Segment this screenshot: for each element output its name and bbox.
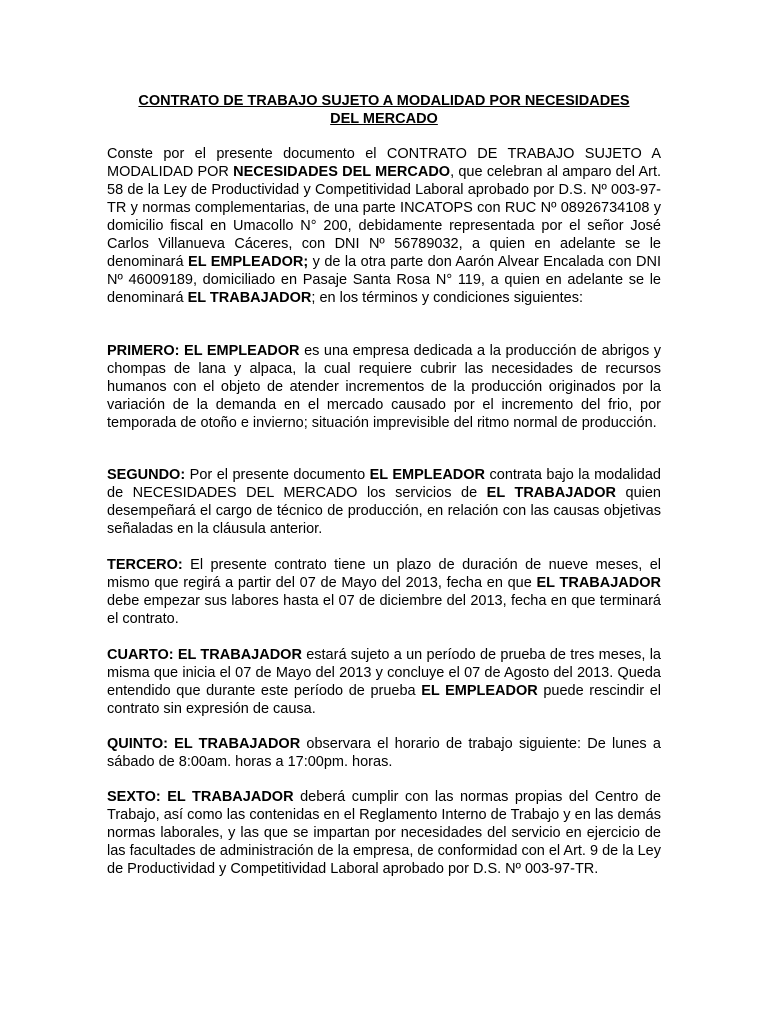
intro-text-1: Conste por el presente documento el CONTRATO DE TRABAJO SUJETO A MODALIDAD POR <box>107 146 661 180</box>
intro-bold-2: EL EMPLEADOR; <box>188 254 309 270</box>
clause-segundo-text-1: Por el presente documento <box>185 467 370 483</box>
title-line-2: DEL MERCADO <box>330 111 438 127</box>
clause-tercero <box>107 556 661 628</box>
clause-cuarto-text-2: puede rescindir el contrato sin expresión de causa. <box>107 683 661 717</box>
clause-tercero-heading: TERCERO: <box>107 557 183 573</box>
clause-tercero-text-1: El presente contrato tiene un plazo de duración de nueve meses, el mismo que regirá a partir del 07 de Mayo del 2013, fecha en que <box>107 557 661 591</box>
clause-tercero-text-2: debe empezar sus labores hasta el 07 de diciembre del 2013, fecha en que terminará el contrato. <box>107 593 661 627</box>
clause-tercero-bold-2: EL TRABAJADOR <box>536 575 661 591</box>
title-line-1: CONTRATO DE TRABAJO SUJETO A MODALIDAD POR NECESIDADES <box>138 93 630 109</box>
intro-text-2: , que celebran al amparo del Art. 58 de la Ley de Productividad y Competitividad Laboral aprobado por D.S. Nº 003-97-TR y normas complementarias, de una parte INCATOPS con RUC Nº 08926734108 y domicilio fiscal en Umacollo N° 200, debidamente representada por el señor José Carlos Villanueva Cáceres, con DNI Nº 56789032, a quien en adelante se le denominará <box>107 164 662 270</box>
clause-segundo-text-3: quien desempeñará el cargo de técnico de producción, en relación con las causas objetivas señaladas en la cláusula anterior. <box>107 485 661 537</box>
intro-bold-3: EL TRABAJADOR <box>187 290 312 306</box>
clause-cuarto-bold-2: EL EMPLEADOR <box>421 683 538 699</box>
clause-sexto <box>107 788 661 878</box>
clause-primero-text: es una empresa dedicada a la producción de abrigos y chompas de lana y alpaca, la cual requiere cubrir las necesidades de recursos humanos con el objeto de atender incrementos de la producción originados por la variación de la demanda en el mercado causado por el incremento del frio, por temporada de otoño e invierno; situación imprevisible del ritmo normal de producción. <box>107 343 661 431</box>
clause-cuarto-heading: CUARTO: EL TRABAJADOR <box>107 647 302 663</box>
clause-quinto-text: observara el horario de trabajo siguiente: De lunes a sábado de 8:00am. horas a 17:00pm. horas. <box>107 736 661 770</box>
clause-cuarto-text-1: estará sujeto a un período de prueba de tres meses, la misma que inicia el 07 de Mayo del 2013 y concluye el 07 de Agosto del 2013. Queda entendido que durante este período de prueba <box>107 647 661 699</box>
document-title <box>107 92 661 128</box>
clause-primero-heading: PRIMERO: EL EMPLEADOR <box>107 343 300 359</box>
clause-segundo-text-2: contrata bajo la modalidad de NECESIDADES DEL MERCADO los servicios de <box>107 467 661 501</box>
intro-bold-1: NECESIDADES DEL MERCADO <box>233 164 451 180</box>
intro-text-3: y de la otra parte don Aarón Alvear Encalada con DNI Nº 46009189, domiciliado en Pasaje Santa Rosa N° 119, a quien en adelante se le denominará <box>107 254 661 306</box>
clause-sexto-text: deberá cumplir con las normas propias del Centro de Trabajo, así como las contenidas en el Reglamento Interno de Trabajo y en las demás normas laborales, y las que se impartan por necesidades del servicio en ejercicio de las facultades de administración de la empresa, de conformidad con el Art. 9 de la Ley de Productividad y Competitividad Laboral aprobado por D.S. Nº 003-97-TR. <box>107 789 661 877</box>
clause-primero <box>107 342 661 432</box>
clause-segundo-heading: SEGUNDO: <box>107 467 186 483</box>
intro-paragraph <box>107 145 661 307</box>
clause-segundo <box>107 466 661 538</box>
intro-text-4: ; en los términos y condiciones siguientes: <box>311 290 584 306</box>
clause-segundo-bold-2: EL EMPLEADOR <box>369 467 486 483</box>
clause-quinto <box>107 735 661 771</box>
clause-segundo-bold-3: EL TRABAJADOR <box>486 485 616 501</box>
clause-quinto-heading: QUINTO: EL TRABAJADOR <box>107 736 301 752</box>
clause-sexto-heading: SEXTO: EL TRABAJADOR <box>107 789 294 805</box>
clause-cuarto <box>107 646 661 718</box>
